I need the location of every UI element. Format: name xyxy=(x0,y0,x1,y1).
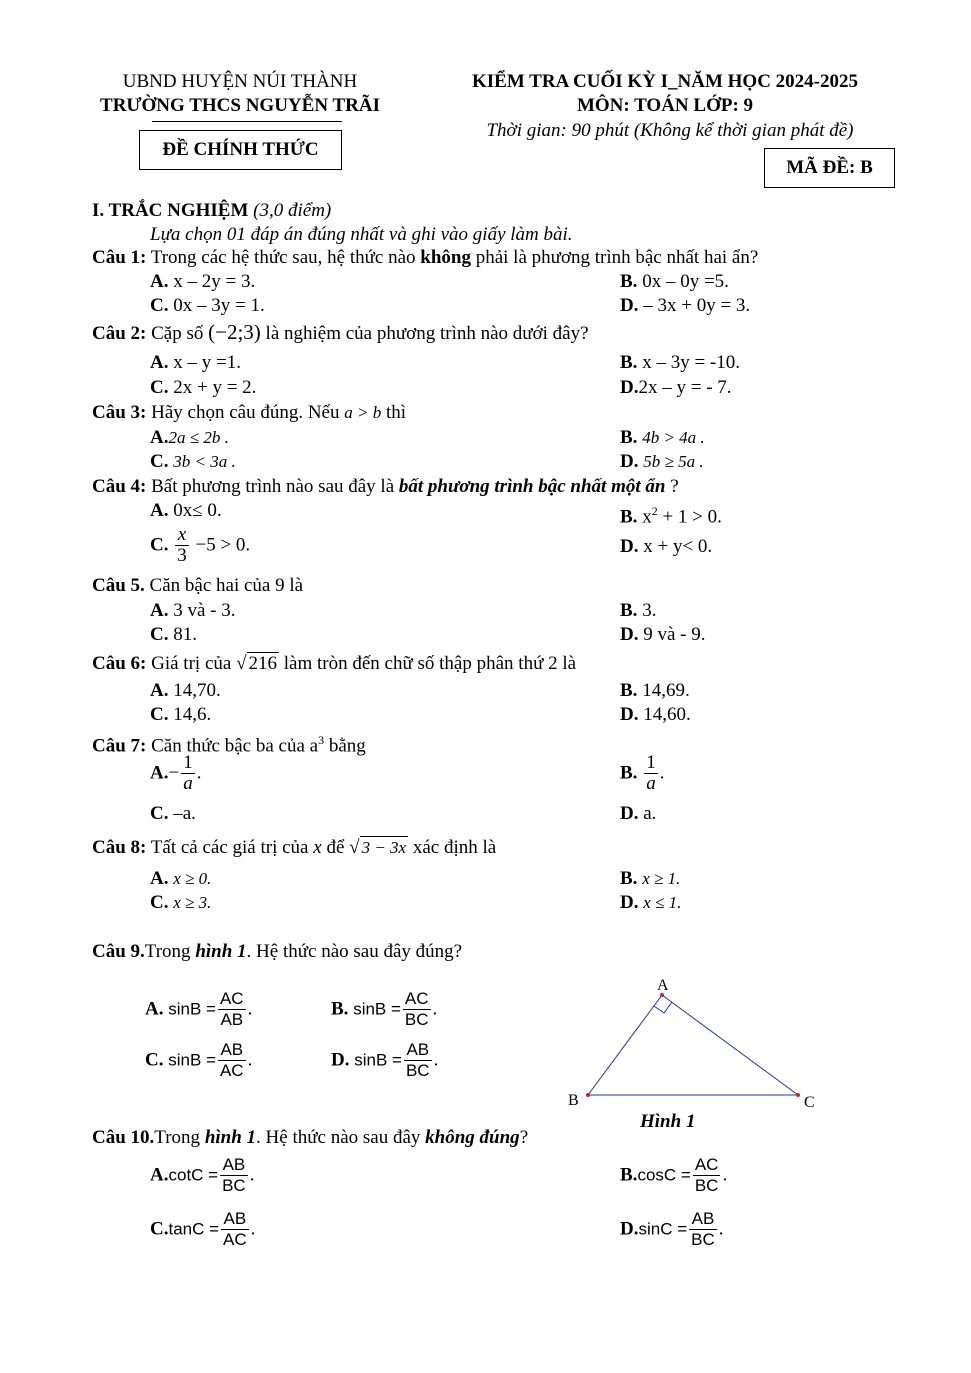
district-name: UBND HUYỆN NÚI THÀNH xyxy=(122,71,358,92)
q4-option-c: C. $\frac{x}{3}$ −5 > 0. xyxy=(150,524,251,566)
q5-option-d: D. 9 và - 9. xyxy=(620,624,706,645)
q3-label: Câu 3: xyxy=(92,402,147,423)
school-underline xyxy=(152,121,342,122)
q6-option-c: C. 14,6. xyxy=(150,704,212,725)
q1-text-b: phải là phương trình bậc nhất hai ẩn? xyxy=(475,247,759,268)
q10-text-c: ? xyxy=(519,1127,529,1148)
exam-title: KIỂM TRA CUỐI KỲ I_NĂM HỌC 2024-2025 xyxy=(472,71,858,92)
q10-fig-ref: hình 1 xyxy=(204,1127,257,1148)
q4-option-a: A. 0x≤ 0. xyxy=(150,500,222,521)
question-1 xyxy=(92,247,758,269)
q3-option-c: C. 3b < 3a . xyxy=(150,451,236,472)
q3-text-a: Hãy chọn câu đúng. Nếu xyxy=(151,402,340,423)
question-7 xyxy=(92,729,366,757)
q4-text-b: ? xyxy=(670,476,679,497)
q6-text-a: Giá trị của xyxy=(151,653,232,674)
q10-option-d: D.sinC = $\frac{AB}{BC}$ . xyxy=(620,1209,724,1249)
section-points: (3,0 điểm) xyxy=(253,200,332,221)
q6-option-b: B. 14,69. xyxy=(620,680,690,701)
label-b: B xyxy=(568,1092,579,1109)
question-10 xyxy=(92,1127,528,1149)
q10-text-emphasis: không đúng xyxy=(425,1127,520,1148)
q7-label: Câu 7: xyxy=(92,735,147,757)
q9-b-fraction: $\frac{AC}{BC}$ xyxy=(404,989,429,1029)
q7-a-fraction: $\frac{1}{a}$ xyxy=(183,752,193,794)
q2-option-d: D.2x – y = - 7. xyxy=(620,377,732,398)
school-name: TRƯỜNG THCS NGUYỄN TRÃI xyxy=(100,95,380,116)
q8-option-b: B. x ≥ 1. xyxy=(620,868,681,889)
q7-option-c: C. –a. xyxy=(150,803,196,824)
q6-option-a: A. 14,70. xyxy=(150,680,221,701)
q4-text-emphasis: bất phương trình bậc nhất một ẩn xyxy=(398,476,666,497)
question-4 xyxy=(92,476,679,498)
q10-d-fraction: $\frac{AB}{BC}$ xyxy=(691,1209,715,1249)
q1-option-d: D. – 3x + 0y = 3. xyxy=(620,295,751,316)
q10-option-c: C.tanC = $\frac{AB}{AC}$ . xyxy=(150,1209,256,1249)
q9-text-a: Trong xyxy=(144,941,191,962)
q9-label: Câu 9. xyxy=(92,941,145,962)
q2-option-a: A. x – y =1. xyxy=(150,352,241,373)
q5-label: Câu 5. xyxy=(92,575,145,596)
q10-label: Câu 10. xyxy=(92,1127,155,1148)
time-line: Thời gian: 90 phút (Không kể thời gian phát đề) xyxy=(486,120,854,141)
q9-option-d: D. sinB = $\frac{AB}{BC}$ . xyxy=(331,1040,439,1080)
q9-d-fraction: $\frac{AB}{BC}$ xyxy=(405,1040,430,1080)
section-instruction: Lựa chọn 01 đáp án đúng nhất và ghi vào giấy làm bài. xyxy=(150,224,573,245)
q8-label: Câu 8: xyxy=(92,837,147,858)
q8-option-a: A. x ≥ 0. xyxy=(150,868,212,889)
q6-radical: √ 216 xyxy=(236,653,277,674)
q5-text: Căn bậc hai của 9 là xyxy=(149,575,304,596)
q2-text-a: Cặp số xyxy=(151,323,204,344)
q4-label: Câu 4: xyxy=(92,476,147,497)
q3-option-a: A.2a ≤ 2b . xyxy=(150,427,229,448)
q9-c-fraction: $\frac{AB}{AC}$ xyxy=(219,1040,244,1080)
q9-text-b: . Hệ thức nào sau đây đúng? xyxy=(246,941,463,962)
q9-option-a: A. sinB = $\frac{AC}{AB}$ . xyxy=(145,989,253,1029)
q8-option-d: D. x ≤ 1. xyxy=(620,892,682,913)
q1-text-a: Trong các hệ thức sau, hệ thức nào xyxy=(150,247,416,268)
q5-option-a: A. 3 và - 3. xyxy=(150,600,236,621)
q5-option-b: B. 3. xyxy=(620,600,657,621)
q9-fig-ref: hình 1 xyxy=(195,941,247,962)
q1-option-b: B. 0x – 0y =5. xyxy=(620,271,729,292)
q7-option-a: A.− $\frac{1}{a}$ . xyxy=(150,752,202,794)
q3-condition: a > b xyxy=(344,403,382,422)
subject-line: MÔN: TOÁN LỚP: 9 xyxy=(576,95,754,116)
q1-option-a: A. x – 2y = 3. xyxy=(150,271,256,292)
official-label: ĐỀ CHÍNH THỨC xyxy=(162,139,319,160)
exam-code: MÃ ĐỀ: B xyxy=(786,157,873,178)
q2-pair: (−2;3) xyxy=(208,320,261,344)
q10-b-fraction: $\frac{AC}{BC}$ xyxy=(694,1155,719,1195)
q7-option-b: B. $\frac{1}{a}$ . xyxy=(620,752,665,794)
figure-caption: Hình 1 xyxy=(640,1111,696,1132)
section-title xyxy=(92,200,331,222)
question-2 xyxy=(92,321,589,345)
question-6 xyxy=(92,652,576,675)
right-angle-mark xyxy=(654,1002,672,1013)
q4-option-d: D. x + y< 0. xyxy=(620,536,713,557)
q2-option-c: C. 2x + y = 2. xyxy=(150,377,257,398)
q9-a-fraction: $\frac{AC}{AB}$ xyxy=(219,989,244,1029)
q4-option-b: B. $x^2 + 1 > 0$. xyxy=(620,504,722,528)
section-title-text: I. TRẮC NGHIỆM xyxy=(92,200,249,221)
question-5 xyxy=(92,575,303,597)
question-9 xyxy=(92,941,462,963)
side-ac xyxy=(662,995,798,1095)
q9-option-c: C. sinB = $\frac{AB}{AC}$ . xyxy=(145,1040,253,1080)
q10-text-a: Trong xyxy=(154,1127,201,1148)
q7-text-b: bằng xyxy=(324,735,366,757)
q7-sup: 3 xyxy=(318,733,325,747)
q2-label: Câu 2: xyxy=(92,323,147,344)
question-8 xyxy=(92,836,496,859)
q4-text-a: Bất phương trình nào sau đây là xyxy=(151,476,395,497)
label-a: A xyxy=(657,977,669,994)
q8-text-c: xác định là xyxy=(412,837,497,858)
q10-c-fraction: $\frac{AB}{AC}$ xyxy=(223,1209,247,1249)
q2-text-b: là nghiệm của phương trình nào dưới đây? xyxy=(265,323,589,344)
q10-a-fraction: $\frac{AB}{BC}$ xyxy=(222,1155,246,1195)
side-ab xyxy=(588,995,662,1095)
q8-var: x xyxy=(313,837,322,858)
q2-option-b: B. x – 3y = -10. xyxy=(620,352,740,373)
q3-text-b: thì xyxy=(385,402,407,423)
label-c: C xyxy=(804,1094,815,1111)
q9-option-b: B. sinB = $\frac{AC}{BC}$ . xyxy=(331,989,438,1029)
q8-radical: √ 3 − 3x xyxy=(349,837,407,858)
q3-option-b: B. 4b > 4a . xyxy=(620,427,705,448)
q4-c-fraction: $\frac{x}{3}$ xyxy=(177,524,187,566)
q6-text-b: làm tròn đến chữ số thập phân thứ 2 là xyxy=(283,653,577,674)
q7-b-fraction: $\frac{1}{a}$ xyxy=(646,752,656,794)
q7-option-d: D. a. xyxy=(620,803,657,824)
figure-1-triangle xyxy=(560,970,840,1135)
q8-option-c: C. x ≥ 3. xyxy=(150,892,212,913)
q6-label: Câu 6: xyxy=(92,653,147,674)
q10-option-b: B.cosC = $\frac{AC}{BC}$ . xyxy=(620,1155,728,1195)
q1-text-bold: không xyxy=(420,247,471,268)
question-3 xyxy=(92,402,406,424)
q10-text-b: . Hệ thức nào sau đây xyxy=(256,1127,421,1148)
point-b xyxy=(586,1093,590,1097)
q10-option-a: A.cotC = $\frac{AB}{BC}$ . xyxy=(150,1155,255,1195)
q8-text-a: Tất cả các giá trị của xyxy=(150,837,309,858)
q6-option-d: D. 14,60. xyxy=(620,704,691,725)
q1-label: Câu 1: xyxy=(92,247,147,268)
q7-text-a: Căn thức bậc ba của a xyxy=(151,735,319,757)
q3-option-d: D. 5b ≥ 5a . xyxy=(620,451,704,472)
q1-option-c: C. 0x – 3y = 1. xyxy=(150,295,265,316)
q5-option-c: C. 81. xyxy=(150,624,197,645)
q8-text-b: để xyxy=(326,837,345,858)
point-c xyxy=(796,1093,800,1097)
